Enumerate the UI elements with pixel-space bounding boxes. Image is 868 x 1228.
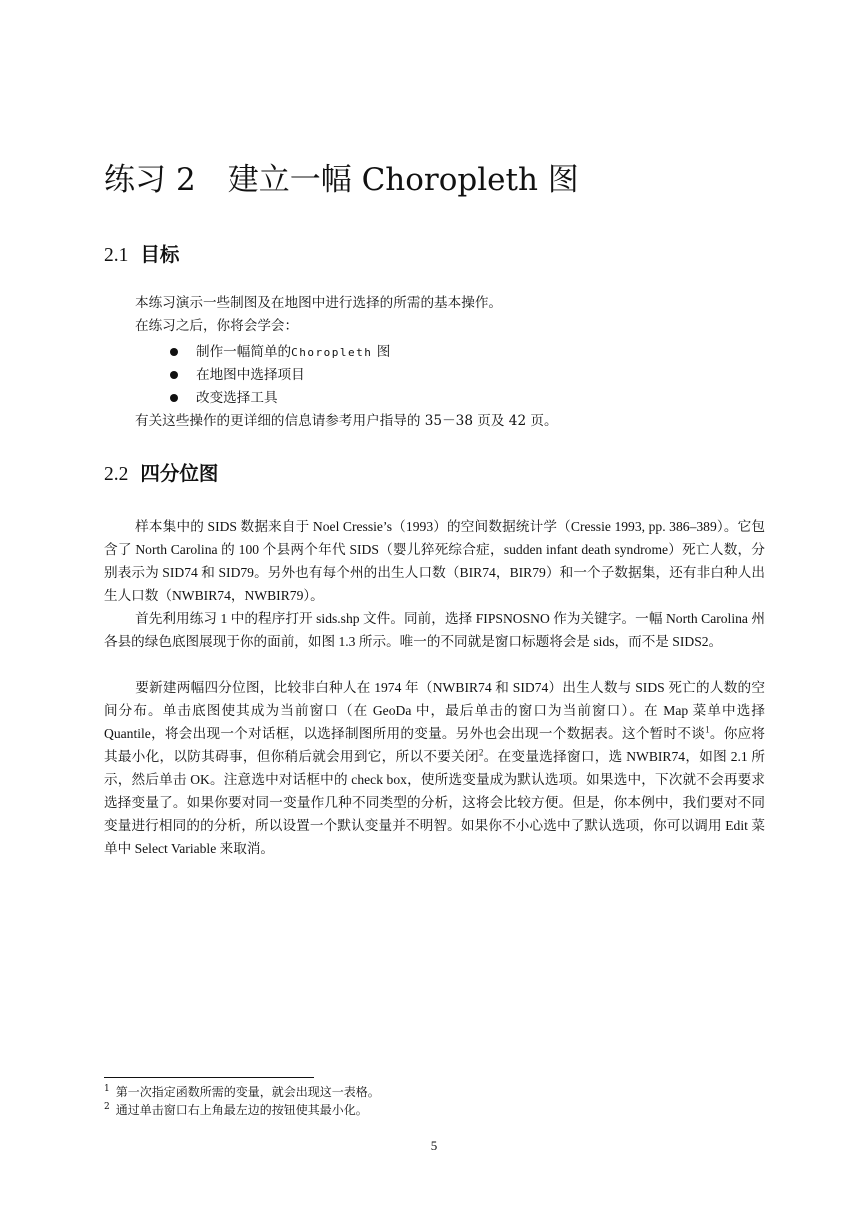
chapter-name: 建立一幅 Choropleth 图 [227, 162, 579, 198]
intro-line: 在练习之后，你将会学会： [135, 318, 299, 334]
goals-closing [135, 410, 775, 433]
list-item: 在地图中选择项目 [168, 364, 390, 387]
paragraph-sids-data: 样本集中的 SIDS 数据来自于 Noel Cressie’s（1993）的空间数据统计学（Cressie 1993, pp. 386–389）。它包含了 North Carolina 的 100 个县两个年代 SIDS（婴儿猝死综合症，sudden infant death syndrome）死亡人数，分别表示为 SID74 和 SID79。另外也有每个州的出生人口数（BIR74，BIR79）和一个子数据集，还有非白种人出生人口数（NWBIR74，NWBIR79）。 [104, 519, 765, 603]
list-item: 改变选择工具 [168, 387, 390, 410]
footnote-ref: 2 [478, 747, 484, 758]
section-heading-goals [104, 241, 804, 270]
goals-list [168, 341, 390, 410]
section-heading-quartile-map [104, 460, 804, 489]
bullet-icon [170, 348, 178, 356]
paragraph-open-file: 首先利用练习 1 中的程序打开 sids.shp 文件。同前，选择 FIPSNOSNO 作为关键字。一幅 North Carolina 州各县的绿色底图展现于你的面前，如图 1.3 所示。唯一的不同就是窗口标题将会是 sids，而不是 SIDS2。 [104, 611, 765, 649]
chapter-title [104, 160, 804, 200]
section-name: 四分位图 [140, 462, 219, 485]
chapter-number: 2 [176, 162, 196, 198]
bullet-icon [170, 371, 178, 379]
list-item: 制作一幅简单的Choropleth 图 [168, 341, 390, 364]
intro-line: 本练习演示一些制图及在地图中进行选择的所需的基本操作。 [135, 295, 503, 311]
section-number: 2.1 [104, 245, 129, 266]
bullet-icon [170, 394, 178, 402]
footnotes [104, 1083, 380, 1119]
footnote: $^2$ 通过单击窗口右上角最左边的按钮使其最小化。 [104, 1102, 368, 1117]
page-number: 5 [430, 1138, 438, 1153]
footnote-divider [104, 1077, 314, 1078]
footnote: $^1$ 第一次指定函数所需的变量，就会出现这一表格。 [104, 1084, 380, 1099]
choropleth-term: Choropleth [291, 346, 373, 359]
section-name: 目标 [140, 243, 180, 266]
footnote-ref: 1 [705, 724, 710, 735]
section-number: 2.2 [104, 464, 129, 485]
goals-intro [135, 292, 775, 338]
paragraph-quantile-map: 要新建两幅四分位图，比较非白种人在 1974 年（NWBIR74 和 SID74）出生人数与 SIDS 死亡的人数的空间分布。单击底图使其成为当前窗口（在 GeoDa 中，最后单击的窗口为当前窗口）。在 Map 菜单中选择 Quantile，将会出现一个对话框，以选择制图所用的变量。另外也会出现一个数据表。这个暂时不谈$^1$。你应将其最小化，以防其碍事，但你稍后就会用到它，所以不要关闭$^2$。在变量选择窗口，选 NWBIR74，如图 2.1 所示，然后单击 OK。注意选中对话框中的 check box，使所选变量成为默认选项。如果选中，下次就不会再要求选择变量了。如果你要对同一变量作几种不同类型的分析，这将会比较方便。但是，你本例中，我们要对不同变量进行相同的的分析，所以设置一个默认变量并不明智。如果你不小心选中了默认选项，你可以调用 Edit 菜单中 Select Variable 来取消。 [104, 680, 766, 856]
closing-line: 有关这些操作的更详细的信息请参考用户指导的 35－38 页及 42 页。 [135, 413, 558, 429]
chapter-prefix: 练习 [104, 162, 166, 198]
